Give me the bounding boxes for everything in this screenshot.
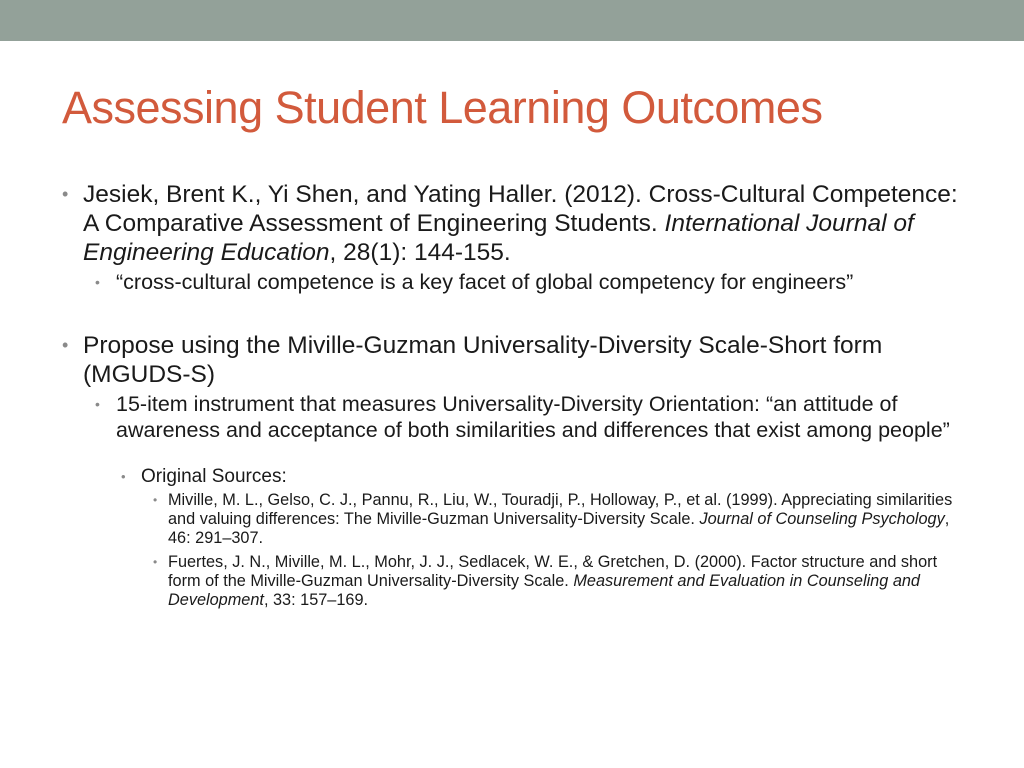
sources-heading (119, 465, 972, 610)
citation-text: Miville, M. L., Gelso, C. J., Pannu, R., Liu, W., Touradji, P., Holloway, P., et al. (1999). Appreciating similarities and valuing differences: The Miville-Guzman Universality-Diversity Scale. (168, 491, 953, 528)
slide-body (62, 180, 972, 610)
sources-label: Original Sources: (141, 466, 287, 487)
source-citations (150, 491, 972, 610)
sub-bullet-list (91, 391, 972, 443)
source-fuertes-2000 (150, 553, 972, 610)
bullet-mguds-proposal (62, 331, 972, 610)
citation-text: Fuertes, J. N., Miville, M. L., Mohr, J. J., Sedlacek, W. E., & Gretchen, D. (2000). Factor structure and short form of the Miville-Guzman Universality-Diversity Scale. (168, 553, 938, 590)
bullet-text: Propose using the Miville-Guzman Universality-Diversity Scale-Short form (MGUDS-S) (83, 332, 883, 388)
top-accent-bar (0, 0, 1024, 41)
sub-bullet-instrument: • 15-item instrument that measures Universality-Diversity Orientation: “an attitude of awareness and acceptance of both similarities and differences that exist among people” (91, 391, 972, 443)
journal-title: Journal of Counseling Psychology (699, 510, 945, 528)
journal-title: Measurement and Evaluation in Counseling and Development (168, 572, 920, 609)
journal-title: International Journal of Engineering Education (83, 210, 914, 266)
citation-details: , 46: 291–307. (168, 510, 950, 547)
source-miville-1999 (150, 491, 972, 548)
sources-list (119, 465, 972, 610)
citation-details: , 33: 157–169. (263, 591, 369, 609)
sub-bullet-list (91, 269, 972, 295)
citation-text: Jesiek, Brent K., Yi Shen, and Yating Haller. (2012). Cross-Cultural Competence: A Comparative Assessment of Engineering Students. (83, 181, 958, 237)
citation-details: , 28(1): 144-155. (329, 239, 511, 266)
bullet-list (62, 180, 972, 610)
bullet-jesiek-citation (62, 180, 972, 295)
sub-bullet-quote: • “cross-cultural competence is a key facet of global competency for engineers” (91, 269, 972, 295)
slide-title: Assessing Student Learning Outcomes (62, 82, 823, 133)
